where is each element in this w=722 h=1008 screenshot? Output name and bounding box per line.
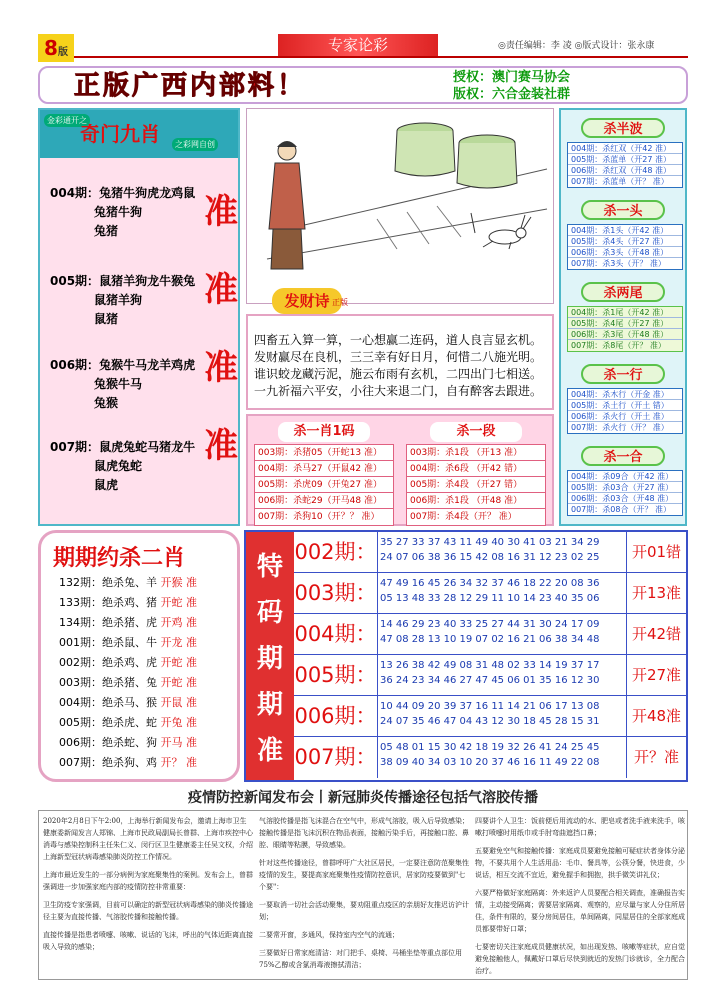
list-item bbox=[59, 633, 197, 653]
qimen-period: 005期： bbox=[50, 274, 100, 288]
special-code-table bbox=[244, 530, 688, 782]
table-row: 007期：杀狗10（开？？ 准） bbox=[258, 512, 380, 522]
column-title: 专家论彩 bbox=[278, 34, 438, 56]
kill-one-segment-box bbox=[402, 418, 550, 524]
news-paragraph: 三要做好日常家庭清洁：对门把手、桌椅、马桶坐垫等重点部位用75%乙醇或含氯消毒液擦拭清洁； bbox=[259, 949, 462, 969]
qimen-period: 006期： bbox=[50, 358, 100, 372]
pk-result: 开猴 准 bbox=[160, 576, 197, 589]
pk-text: 007期：绝杀狗、鸡 bbox=[59, 756, 157, 769]
qimen-header bbox=[40, 110, 238, 158]
illustration bbox=[246, 108, 554, 304]
pk-text: 006期：绝杀蛇、狗 bbox=[59, 736, 157, 749]
table-row: 004期：杀木行（开金 准） bbox=[568, 389, 682, 400]
qimen-line: 兔猴牛马 bbox=[94, 377, 143, 391]
table-row bbox=[294, 532, 686, 573]
table-row: 007期：杀火行（开？ 准） bbox=[571, 423, 669, 432]
table-row bbox=[294, 573, 686, 614]
period-kill-panel bbox=[38, 530, 240, 782]
qimen-lines bbox=[50, 356, 195, 413]
sp-numbers-line: 13 26 38 42 49 08 31 48 02 33 14 19 37 17 bbox=[380, 660, 600, 671]
illustration-art bbox=[247, 109, 553, 303]
list-item bbox=[59, 693, 197, 713]
news-column-2 bbox=[259, 815, 469, 977]
qimen-panel bbox=[38, 108, 240, 526]
side-char: 准 bbox=[256, 736, 283, 766]
period-kill-title: 期期约杀二肖 bbox=[53, 546, 186, 571]
sp-result: 开13准 bbox=[626, 573, 686, 614]
qimen-lines bbox=[50, 184, 195, 241]
qimen-line: 兔猴牛马龙羊鸡虎 bbox=[99, 358, 196, 372]
banner-copyright: 版权：六合金装社群 bbox=[453, 87, 571, 102]
right-column bbox=[559, 108, 687, 526]
qimen-line: 兔猪牛狗 bbox=[94, 205, 143, 219]
pk-result: 开蛇 准 bbox=[160, 676, 197, 689]
kill-half-wave-table bbox=[567, 142, 683, 188]
news-paragraph: 上海市最近发生的一部分病例为家庭聚集性的案例。发布会上，曾群强调进一步加强家庭内部的疫情防控非常重要： bbox=[43, 871, 253, 891]
table-row bbox=[294, 655, 686, 696]
sp-numbers-line: 24 07 06 38 36 15 42 08 16 31 12 23 02 25 bbox=[380, 552, 600, 563]
table-row: 005期：杀土行（开土 错） bbox=[568, 400, 682, 411]
kill-two-tails-table bbox=[567, 306, 683, 352]
table-row: 004期：杀红双（开42 准） bbox=[568, 143, 682, 154]
news-article bbox=[38, 810, 688, 980]
sp-result: 开48准 bbox=[626, 696, 686, 737]
kill-one-sum-table bbox=[567, 470, 683, 516]
sp-numbers-line: 47 49 16 45 26 34 32 37 46 18 22 20 08 36 bbox=[380, 578, 600, 589]
news-paragraph: 七要密切关注家庭成员健康状况，如出现发热、咳嗽等症状，应自觉避免接触他人，佩戴好口罩后尽快到就近的发热门诊就诊，全力配合治疗。 bbox=[475, 943, 685, 975]
sp-numbers bbox=[380, 535, 624, 565]
sp-result: 开27准 bbox=[626, 655, 686, 696]
table-row: 005期：杀4头（开27 准） bbox=[568, 236, 682, 247]
pk-text: 003期：绝杀猪、兔 bbox=[59, 676, 157, 689]
pk-text: 002期：绝杀鸡、虎 bbox=[59, 656, 157, 669]
sp-numbers-line: 05 13 48 33 28 12 29 11 10 14 23 40 35 06 bbox=[380, 593, 600, 604]
pk-result: 开马 准 bbox=[160, 736, 197, 749]
news-column-3 bbox=[475, 815, 685, 983]
qimen-line: 兔猪牛狗虎龙鸡鼠 bbox=[99, 186, 196, 200]
pk-text: 134期：绝杀猪、虎 bbox=[59, 616, 157, 629]
list-item bbox=[59, 713, 197, 733]
table-row: 006期：杀蛇29（开马48 准） bbox=[255, 493, 393, 509]
table-row: 006期：杀红双（开48 准） bbox=[568, 165, 682, 176]
table-row: 007期：杀08合（开？ 准） bbox=[571, 505, 671, 514]
table-row: 005期：杀虎09（开兔27 准） bbox=[255, 477, 393, 493]
sp-numbers bbox=[380, 740, 624, 770]
table-row: 007期：杀蓝单（开？ 准） bbox=[571, 177, 669, 186]
zhun-mark: 准 bbox=[204, 192, 238, 232]
table-row: 005期：杀03合（开27 准） bbox=[568, 482, 682, 493]
kill-one-segment-table bbox=[406, 444, 546, 526]
news-paragraph: 针对这些传播途径，曾群呼吁广大社区居民，一定要注意防范聚集性疫情的发生，要提高家庭聚集性疫情防控意识，居家防疫要做到"七个要"： bbox=[259, 859, 469, 891]
pk-text: 004期：绝杀马、猴 bbox=[59, 696, 157, 709]
news-paragraph: 卫生防疫专家强调，目前可以确定的新型冠状病毒感染的肺炎传播途径主要为直接传播、气溶胶传播和接触传播。 bbox=[43, 901, 253, 921]
qimen-line: 鼠猪羊狗龙牛猴兔 bbox=[99, 274, 196, 288]
table-row bbox=[294, 614, 686, 655]
pk-text: 133期：绝杀鸡、猪 bbox=[59, 596, 157, 609]
list-item bbox=[59, 593, 197, 613]
sp-numbers bbox=[380, 576, 624, 606]
table-row: 007期：杀4段（开？ 准） bbox=[410, 512, 517, 522]
table-row: 006期：杀3尾（开48 准） bbox=[568, 329, 682, 340]
kill-head-table bbox=[567, 224, 683, 270]
qimen-lines bbox=[50, 272, 195, 329]
sp-period: 005期： bbox=[294, 655, 378, 696]
table-row: 006期：杀火行（开土 准） bbox=[568, 411, 682, 422]
sp-numbers-line: 05 48 01 15 30 42 18 19 32 26 41 24 25 45 bbox=[380, 742, 600, 753]
poem-tag-small: 正版 bbox=[332, 298, 348, 307]
sp-result: 开42错 bbox=[626, 614, 686, 655]
sp-numbers bbox=[380, 658, 624, 688]
qimen-line: 兔猴 bbox=[94, 396, 119, 410]
kill-one-sum-title: 杀一合 bbox=[581, 446, 665, 466]
poem-box bbox=[246, 314, 554, 410]
poem-line: 四畜五入算一算，一心想赢二连码，道人良言显玄机。 bbox=[254, 333, 543, 347]
table-row: 007期：杀8尾（开？ 准） bbox=[571, 341, 666, 350]
sp-numbers-line: 10 44 09 20 39 37 16 11 14 21 06 17 13 08 bbox=[380, 701, 600, 712]
side-char: 码 bbox=[256, 598, 283, 628]
pk-text: 005期：绝杀虎、蛇 bbox=[59, 716, 157, 729]
qimen-title: 奇门九肖 bbox=[80, 122, 160, 146]
news-paragraph: 直接传播是指患者喷嚏、咳嗽、说话的飞沫，呼出的气体近距离直接吸入导致的感染； bbox=[43, 931, 253, 951]
table-row: 004期：杀09合（开42 准） bbox=[568, 471, 682, 482]
pk-result: 开蛇 准 bbox=[160, 596, 197, 609]
kill-half-wave-title: 杀半波 bbox=[581, 118, 665, 138]
qimen-line: 鼠虎 bbox=[94, 478, 119, 492]
list-item bbox=[59, 733, 197, 753]
table-row: 006期：杀03合（开48 准） bbox=[568, 493, 682, 504]
list-item bbox=[59, 673, 197, 693]
qimen-line: 兔猪 bbox=[94, 224, 119, 238]
news-column-1 bbox=[43, 815, 253, 959]
qimen-entry bbox=[40, 426, 238, 528]
qimen-period: 004期： bbox=[50, 186, 100, 200]
table-row: 007期：杀3头（开？ 准） bbox=[571, 259, 666, 268]
news-title: 疫情防控新闻发布会丨新冠肺炎传播途径包括气溶胶传播 bbox=[188, 790, 538, 806]
sp-numbers-line: 24 07 35 46 47 04 43 12 30 18 45 28 15 31 bbox=[380, 716, 600, 727]
pk-text: 001期：绝杀鼠、牛 bbox=[59, 636, 157, 649]
kill-one-element-table bbox=[567, 388, 683, 434]
qimen-tag-right: 之彩网自创 bbox=[172, 138, 218, 151]
sp-numbers bbox=[380, 617, 624, 647]
poem-line: 一九祈福六平安，小往大来退二门，自有醉客去跟进。 bbox=[254, 384, 543, 398]
kill-one-segment-title: 杀一段 bbox=[430, 422, 522, 442]
banner-authorization: 授权：澳门赛马协会 bbox=[453, 70, 571, 85]
qimen-lines bbox=[50, 438, 195, 495]
news-paragraph: 一要取消一切社会活动聚集，要劝阻重点疫区的亲朋好友推迟访沪计划； bbox=[259, 901, 469, 921]
table-row: 003期：杀猪05（开蛇13 准） bbox=[255, 445, 393, 461]
side-char: 期 bbox=[256, 690, 283, 720]
banner-title: 正版广西内部料！ bbox=[74, 71, 307, 101]
list-item bbox=[59, 653, 197, 673]
side-char: 期 bbox=[256, 644, 283, 674]
pk-text: 132期：绝杀兔、羊 bbox=[59, 576, 157, 589]
zhun-mark: 准 bbox=[204, 348, 238, 388]
sp-result: 开？准 bbox=[626, 737, 686, 778]
zhun-mark: 准 bbox=[204, 270, 238, 310]
news-paragraph: 气溶胶传播是指飞沫混合在空气中，形成气溶胶，吸入后导致感染；接触传播是指飞沫沉积在物品表面，接触污染手后，再接触口腔、鼻腔、眼睛等粘膜，导致感染。 bbox=[259, 817, 469, 849]
table-row: 004期：杀1尾（开42 准） bbox=[568, 307, 682, 318]
qimen-entry bbox=[40, 184, 238, 274]
poem-tag: 发财诗 bbox=[272, 288, 342, 314]
kill-one-code-title: 杀一肖1码 bbox=[278, 422, 370, 442]
table-row: 003期：杀1段 （开13 准） bbox=[407, 445, 545, 461]
list-item bbox=[59, 613, 197, 633]
qimen-line: 鼠猪羊狗 bbox=[94, 293, 143, 307]
pk-result: 开龙 准 bbox=[160, 636, 197, 649]
sp-period: 003期： bbox=[294, 573, 378, 614]
news-paragraph: 2020年2月8日下午2:00，上海举行新闻发布会，邀请上海市卫生健康委新闻发言人郑锦、上海市民政局副局长曾群、上海市疾控中心消毒与感染控制科主任朱仁义、闵行区卫生健康委主任吴文权，介绍上海新型冠状病毒感染肺炎防控工作情况。 bbox=[43, 817, 253, 861]
table-row: 005期：杀4段 （开27 错） bbox=[407, 477, 545, 493]
sp-numbers-line: 35 27 33 37 43 11 49 40 30 41 03 21 34 29 bbox=[380, 537, 600, 548]
sp-numbers-line: 47 08 28 13 10 19 07 02 16 21 06 38 34 48 bbox=[380, 634, 600, 645]
poem-line: 发财赢尽在良机，三三幸有好日月，何惜二八施光明。 bbox=[254, 350, 543, 364]
table-row: 004期：杀6段 （开42 错） bbox=[407, 461, 545, 477]
table-row: 005期：杀蓝单（开27 准） bbox=[568, 154, 682, 165]
table-row bbox=[294, 737, 686, 778]
credits: ◎责任编辑：李 凌 ◎版式设计：张永康 bbox=[498, 41, 655, 51]
sp-period: 007期： bbox=[294, 737, 378, 778]
sp-period: 004期： bbox=[294, 614, 378, 655]
table-row bbox=[294, 696, 686, 737]
side-char: 特 bbox=[256, 552, 283, 582]
poem-line: 谁识蛟龙藏污泥，施云布雨有玄机，二四出门七相送。 bbox=[254, 367, 543, 381]
sp-period: 002期： bbox=[294, 532, 378, 573]
table-row: 006期：杀3头（开48 准） bbox=[568, 247, 682, 258]
news-paragraph: 二要常开窗，多通风，保持室内空气的流通； bbox=[259, 931, 399, 939]
qimen-period: 007期： bbox=[50, 440, 100, 454]
sp-numbers-line: 36 24 23 34 46 27 47 45 06 01 35 16 12 30 bbox=[380, 675, 600, 686]
pk-result: 开鼠 准 bbox=[160, 696, 197, 709]
sp-numbers-line: 38 09 40 34 03 10 20 37 46 16 11 49 22 08 bbox=[380, 757, 600, 768]
qimen-line: 鼠虎兔蛇 bbox=[94, 459, 143, 473]
special-code-side-title bbox=[246, 532, 294, 780]
kill-tables bbox=[246, 414, 554, 526]
kill-one-code-box bbox=[250, 418, 398, 524]
banner bbox=[38, 66, 688, 104]
kill-one-element-title: 杀一行 bbox=[581, 364, 665, 384]
sp-numbers-line: 14 46 29 23 40 33 25 27 44 31 30 24 17 09 bbox=[380, 619, 600, 630]
news-paragraph: 四要讲个人卫生：饭前便后用流动的水、肥皂或者洗手液来洗手，咳嗽打喷嚏时用纸巾或手肘弯曲遮挡口鼻； bbox=[475, 817, 685, 837]
list-item bbox=[59, 573, 197, 593]
table-row: 004期：杀1头（开42 准） bbox=[568, 225, 682, 236]
page-number-suffix: 版 bbox=[57, 47, 68, 58]
page-number bbox=[38, 34, 74, 62]
table-row: 004期：杀马27（开鼠42 准） bbox=[255, 461, 393, 477]
header-rule bbox=[74, 56, 688, 58]
table-row: 005期：杀4尾（开27 准） bbox=[568, 318, 682, 329]
table-row: 006期：杀1段 （开48 准） bbox=[407, 493, 545, 509]
pk-result: 开蛇 准 bbox=[160, 656, 197, 669]
news-paragraph: 六要严格做好家庭隔离：外来返沪人员要配合相关调查，准确报告实情，主动接受隔离；需要居家隔离、观察的，应尽量与家人分住所居住，条件有限的，要分房间居住，单间隔离，同屋居住的全部家庭成员都要带好口罩； bbox=[475, 889, 685, 933]
pk-result: 开兔 准 bbox=[160, 716, 197, 729]
qimen-line: 鼠猪 bbox=[94, 312, 119, 326]
sp-result: 开01错 bbox=[626, 532, 686, 573]
news-paragraph: 五要避免空气和接触传播：家庭成员要避免接触可疑症状者身体分泌物，不要共用个人生活用品：毛巾、餐具等，公筷分餐，快进食，少说话，相互交流不宜近，避免握手和拥抱，拱手微笑讲礼仪； bbox=[475, 847, 685, 879]
page-number-value: 8 bbox=[44, 36, 58, 60]
kill-two-tails-title: 杀两尾 bbox=[581, 282, 665, 302]
sp-numbers bbox=[380, 699, 624, 729]
pk-result: 开鸡 准 bbox=[160, 616, 197, 629]
sp-period: 006期： bbox=[294, 696, 378, 737]
kill-one-code-table bbox=[254, 444, 394, 526]
list-item bbox=[59, 753, 197, 773]
qimen-line: 鼠虎兔蛇马猪龙牛 bbox=[99, 440, 196, 454]
page-header bbox=[38, 34, 688, 62]
qimen-tag-left: 金彩通开之 bbox=[44, 114, 90, 127]
pk-result: 开？ 准 bbox=[160, 756, 197, 769]
kill-head-title: 杀一头 bbox=[581, 200, 665, 220]
zhun-mark: 准 bbox=[204, 426, 238, 466]
